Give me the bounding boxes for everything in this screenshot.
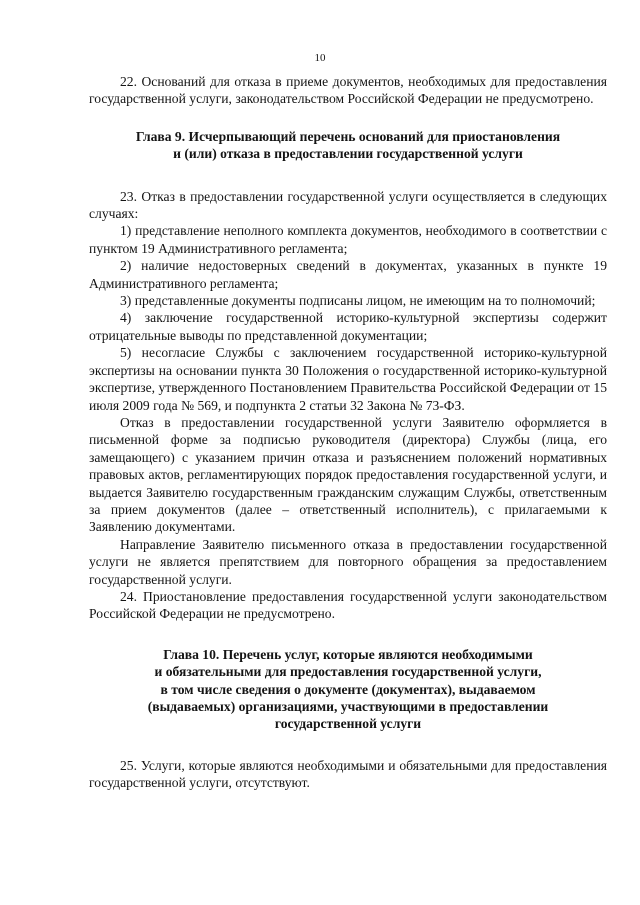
reapply-note-paragraph: Направление Заявителю письменного отказа в предоставлении государственной услуги не является препятствием для повторного обращения за предоставлением государственной услуги. (89, 536, 607, 587)
paragraph-23-block (89, 188, 607, 588)
chapter-10-heading-line-1: Глава 10. Перечень услуг, которые являются необходимыми (163, 646, 533, 662)
refusal-notice-paragraph: Отказ в предоставлении государственной услуги Заявителю оформляется в письменной форме за подписью руководителя (директора) Службы (лица, его замещающего) с указанием причин отказа и разъяснением положений нормативных правовых актов, регламентирующих порядок предоставления государственной услуги, и выдается Заявителю государственным гражданским служащим Службы, ответственным за прием документов (далее – ответственный исполнитель), с прилагаемыми к Заявлению документами. (89, 414, 607, 535)
paragraph-23-item-1: 1) представление неполного комплекта документов, необходимого в соответствии с пунктом 19 Административного регламента; (89, 223, 607, 256)
document-body (89, 73, 607, 792)
chapter-10-heading-line-2: и обязательными для предоставления государственной услуги, (154, 664, 542, 680)
paragraph-23-item-5: 5) несогласие Службы с заключением государственной историко-культурной экспертизы на основании пункта 30 Положения о государственной историко-культурной экспертизе, утвержденного Постановлением Правительства Российской Федерации от 15 июля 2009 года № 569, и подпункта 2 статьи 32 Закона № 73-ФЗ. (89, 345, 607, 413)
chapter-10-heading (89, 646, 607, 733)
chapter-9-heading-line-1: Глава 9. Исчерпывающий перечень оснований для приостановления (135, 128, 561, 144)
paragraph-25: 25. Услуги, которые являются необходимыми и обязательными для предоставления государственной услуги, отсутствуют. (89, 757, 607, 791)
paragraph-22: 22. Оснований для отказа в приеме документов, необходимых для предоставления государственной услуги, законодательством Российской Федерации не предусмотрено. (89, 74, 607, 107)
paragraph-24: 24. Приостановление предоставления государственной услуги законодательством Российской Федерации не предусмотрено. (89, 588, 607, 622)
chapter-10-heading-line-5: государственной услуги (274, 716, 422, 732)
paragraph-23-item-4: 4) заключение государственной историко-культурной экспертизы содержит отрицательные выводы по представленной документации; (89, 310, 607, 343)
paragraph-23-item-2: 2) наличие недостоверных сведений в документах, указанных в пункте 19 Административного регламента; (89, 258, 607, 291)
page-number: 10 (314, 52, 326, 64)
chapter-9-heading (89, 128, 607, 163)
chapter-10-heading-line-4: (выдаваемых) организациями, участвующими в предоставлении (147, 699, 549, 714)
chapter-9-heading-line-2: и (или) отказа в предоставлении государственной услуги (173, 146, 523, 162)
paragraph-23-item-3: 3) представленные документы подписаны лицом, не имеющим на то полномочий; (120, 293, 596, 309)
paragraph-23-intro: 23. Отказ в предоставлении государственной услуги осуществляется в следующих случаях: (89, 188, 607, 222)
chapter-10-heading-line-3: в том числе сведения о документе (документах), выдаваемом (160, 681, 536, 697)
